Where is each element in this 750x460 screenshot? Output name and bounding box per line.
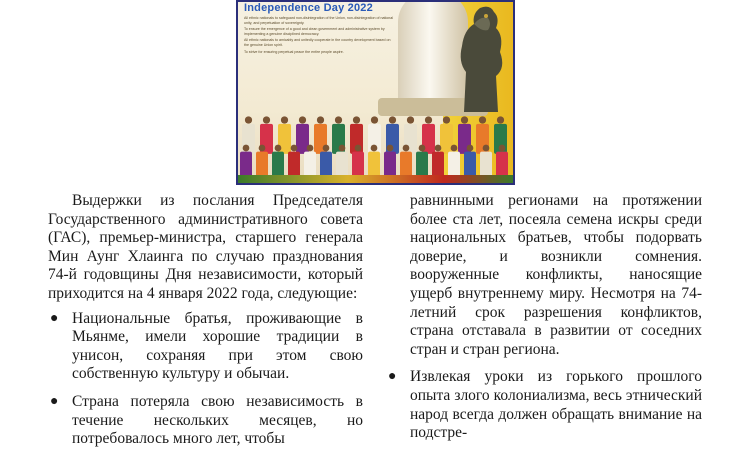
person-head (317, 116, 324, 123)
bullet-icon: ● (50, 310, 59, 326)
person-head (371, 116, 378, 123)
person-head (461, 116, 468, 123)
poster-objectives (244, 16, 394, 56)
bullet-text: Национальные братья, проживающие в Мьянме, имели хорошие традиции в унисон, сохраняя при этом свою собственную культуру и обычаи. (72, 309, 363, 383)
person-head (353, 116, 360, 123)
person-head (263, 116, 270, 123)
bullet-continuation: равнинными регионами на протяжении более ста лет, посеяла семена искры среди национальных братьев, чтобы подорвать доверие, и возникли сомнения. вооруженные конфликты, наносящие ущерб внутреннему миру. Несмотря на 74-летний срок разрешения конфликтов, страна отставала в развитии от соседних стран и стран региона. (410, 192, 702, 358)
person-head (299, 116, 306, 123)
person-head (355, 145, 362, 152)
bullet-text: Извлекая уроки из горького прошлого опыта злого колониализма, весь этнический народ всегда должен обращать внимание на подстре- (410, 368, 702, 442)
person-head (335, 116, 342, 123)
bullet-list (386, 368, 702, 442)
person-head (467, 145, 474, 152)
person-head (419, 145, 426, 152)
person-head (323, 145, 330, 152)
bullet-text: Страна потеряла свою независимость в течение нескольких месяцев, но потребовалось много лет, чтобы (72, 392, 363, 448)
person-head (291, 145, 298, 152)
objective-1: All ethnic nationals to safeguard non-disintegration of the Union, non-disintegration of national unity, and perpetuation of sovereignty. (244, 16, 394, 25)
poster-title: Independence Day 2022 (244, 2, 373, 14)
person-head (371, 145, 378, 152)
person-head (425, 116, 432, 123)
article-right-column (386, 192, 702, 452)
objective-3: All ethnic nationals to amicably and unitedly cooperate in the country development based on the genuine Union spirit. (244, 38, 391, 47)
person-head (435, 145, 442, 152)
person-head (451, 145, 458, 152)
lion-statue-icon (444, 2, 510, 112)
bullet-icon: ● (50, 393, 59, 409)
person-head (259, 145, 266, 152)
person-head (497, 116, 504, 123)
article-left-column (48, 192, 363, 458)
list-item (386, 368, 702, 442)
person-head (407, 116, 414, 123)
person-head (281, 116, 288, 123)
independence-day-poster (236, 0, 515, 185)
person-head (275, 145, 282, 152)
bullet-icon: ● (388, 369, 397, 385)
bullet-list (48, 310, 363, 449)
person-head (499, 145, 506, 152)
person-head (479, 116, 486, 123)
list-item (48, 393, 363, 449)
person-head (245, 116, 252, 123)
person-head (483, 145, 490, 152)
person-head (307, 145, 314, 152)
person-head (387, 145, 394, 152)
objective-2: To ensure the emergence of a good and clean government and administrative system by implementing a genuine disciplined democracy. (244, 27, 385, 36)
person-head (443, 116, 450, 123)
person-head (339, 145, 346, 152)
objective-4: To strive for ensuring perpetual peace the entire people aspire. (244, 49, 344, 54)
person-head (403, 145, 410, 152)
list-item (48, 310, 363, 384)
person-head (243, 145, 250, 152)
poster-ribbon (238, 175, 513, 183)
intro-paragraph: Выдержки из послания Председателя Государственного административного совета (ГАС), премьер-министра, старшего генерала Мин Аунг Хлаинга по случаю празднования 74-й годовщины Дня независимости, который приходится на 4 января 2022 года, следующие: (48, 192, 363, 302)
person-head (389, 116, 396, 123)
